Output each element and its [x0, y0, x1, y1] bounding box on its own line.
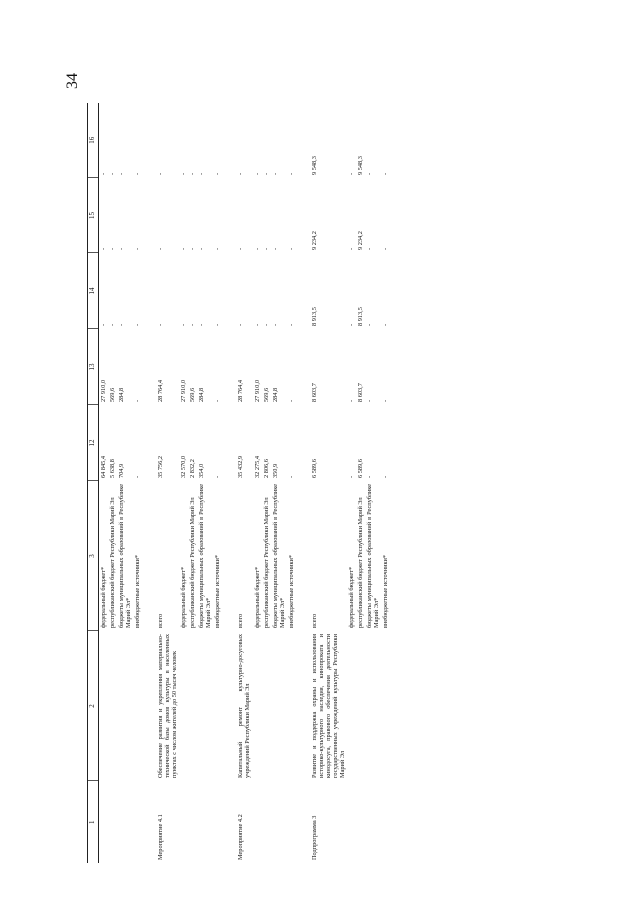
value-col-13: 28 764,4 — [237, 379, 245, 402]
value-col-16: - — [134, 172, 142, 175]
value-col-15: - — [99, 247, 107, 250]
row-code-cell — [381, 781, 390, 863]
value-col-16: - — [237, 172, 245, 175]
value-col-15: - — [180, 247, 188, 250]
row-source-cell: федеральный бюджет* — [180, 566, 188, 628]
spacer-cell — [222, 103, 236, 863]
table-row — [356, 103, 365, 863]
row-code-cell — [197, 781, 213, 863]
table-row — [117, 103, 133, 863]
value-col-14: - — [99, 323, 107, 326]
value-col-16: - — [99, 172, 107, 175]
row-code-cell — [133, 781, 142, 863]
value-col-15: - — [253, 247, 261, 250]
row-source-cell: внебюджетные источники* — [214, 554, 222, 628]
value-col-15: - — [262, 247, 270, 250]
value-col-13: 569,6 — [262, 387, 270, 402]
value-col-12: 6 589,6 — [310, 459, 318, 478]
row-name-cell — [253, 631, 262, 781]
row-name-cell — [356, 631, 365, 781]
row-source-cell: всего — [157, 613, 165, 628]
value-col-14: - — [108, 323, 116, 326]
value-col-16: 9 548,3 — [357, 156, 365, 175]
value-col-15: - — [287, 247, 295, 250]
value-col-14: - — [366, 323, 374, 326]
value-col-15: 9 234,2 — [357, 231, 365, 250]
value-col-16: - — [189, 172, 197, 175]
row-source-cell: всего — [310, 613, 318, 628]
value-col-13: - — [382, 399, 390, 402]
value-col-16: - — [117, 172, 125, 175]
row-code-cell — [179, 781, 188, 863]
row-code-cell — [117, 781, 133, 863]
value-col-12: - — [382, 475, 390, 478]
table-row — [271, 103, 287, 863]
value-col-16: - — [366, 172, 374, 175]
value-col-12: 32 570,0 — [180, 455, 188, 478]
value-col-12: 350,9 — [271, 463, 279, 478]
value-col-13: 284,8 — [117, 387, 125, 402]
value-col-12: 6 589,6 — [357, 459, 365, 478]
row-code-cell: Мероприятие 4.1 — [157, 814, 165, 860]
row-source-cell: бюджеты муниципальных образований в Республике Марий Эл* — [366, 484, 381, 628]
value-col-12: - — [348, 475, 355, 478]
value-col-15: - — [237, 247, 245, 250]
value-col-15: - — [382, 247, 390, 250]
value-col-16: - — [287, 172, 295, 175]
value-col-12: 5 638,8 — [108, 459, 116, 478]
row-source-cell: федеральный бюджет* — [253, 566, 261, 628]
col-header-12: 12 — [88, 405, 99, 481]
value-col-14: - — [237, 323, 245, 326]
row-source-cell: федеральный бюджет* — [348, 566, 355, 628]
value-col-12: - — [214, 475, 222, 478]
value-col-14: - — [287, 323, 295, 326]
value-col-14: - — [198, 323, 206, 326]
table-row — [213, 103, 222, 863]
table-row — [253, 103, 262, 863]
row-name-cell — [381, 631, 390, 781]
table-row — [347, 103, 356, 863]
value-col-14: - — [262, 323, 270, 326]
value-col-16: - — [180, 172, 188, 175]
row-code-cell — [253, 781, 262, 863]
budget-table — [87, 103, 390, 863]
value-col-15: - — [134, 247, 142, 250]
row-code-cell: Подпрограмма 3 — [310, 815, 318, 860]
value-col-13: 284,8 — [198, 387, 206, 402]
value-col-14: - — [157, 323, 165, 326]
value-col-13: 8 603,7 — [310, 383, 318, 402]
value-col-13: - — [287, 399, 295, 402]
value-col-16: - — [198, 172, 206, 175]
row-name-cell: Развитие и поддержка охраны и использования историко-культурного наследия, кинопроката и кинодосуга, правового обеспечения деятельности государственных учреждений культуры Республики Марий Эл — [310, 634, 346, 778]
col-header-16: 16 — [88, 103, 99, 178]
row-name-cell: Капитальный ремонт культурно-досуговых учреждений Республики Марий Эл — [237, 634, 252, 778]
value-col-14: 8 913,5 — [310, 307, 318, 326]
row-source-cell: республиканский бюджет Республики Марий Эл — [189, 497, 197, 628]
col-header-1: 1 — [88, 781, 99, 863]
row-name-cell — [271, 631, 287, 781]
value-col-12: 32 275,4 — [253, 455, 261, 478]
value-col-16: - — [253, 172, 261, 175]
row-source-cell: бюджеты муниципальных образований в Республике Марий Эл* — [271, 484, 286, 628]
value-col-12: - — [366, 475, 374, 478]
value-col-13: 27 910,0 — [99, 379, 107, 402]
row-code-cell — [108, 781, 117, 863]
col-header-13: 13 — [88, 329, 99, 405]
value-col-14: - — [189, 323, 197, 326]
row-source-cell: внебюджетные источники* — [382, 554, 390, 628]
value-col-14: - — [180, 323, 188, 326]
col-header-2: 2 — [88, 631, 99, 781]
row-code-cell — [347, 781, 356, 863]
row-name-cell — [117, 631, 133, 781]
value-col-15: - — [108, 247, 116, 250]
spacer-cell — [142, 103, 156, 863]
value-col-13: 569,6 — [108, 387, 116, 402]
value-col-13: 8 603,7 — [357, 383, 365, 402]
value-col-15: - — [117, 247, 125, 250]
table-body — [98, 103, 390, 863]
value-col-16: - — [214, 172, 222, 175]
row-source-cell: федеральный бюджет* — [99, 566, 107, 628]
table-row — [197, 103, 213, 863]
row-spacer — [142, 103, 156, 863]
row-name-cell — [179, 631, 188, 781]
value-col-13: - — [366, 399, 374, 402]
row-code-cell: Мероприятие 4.2 — [237, 814, 245, 860]
value-col-13: - — [134, 399, 142, 402]
page-number: 34 — [64, 73, 81, 89]
value-col-16: - — [271, 172, 279, 175]
row-source-cell: внебюджетные источники* — [287, 554, 295, 628]
table-row — [156, 103, 179, 863]
value-col-14: - — [117, 323, 125, 326]
table-row — [287, 103, 296, 863]
row-source-cell: внебюджетные источники* — [134, 554, 142, 628]
row-name-cell — [262, 631, 271, 781]
table-row — [365, 103, 381, 863]
row-name-cell — [98, 631, 108, 781]
col-header-14: 14 — [88, 253, 99, 329]
col-header-15: 15 — [88, 178, 99, 253]
value-col-16: - — [348, 172, 355, 175]
value-col-15: - — [271, 247, 279, 250]
value-col-15: 9 234,2 — [310, 231, 318, 250]
value-col-14: - — [382, 323, 390, 326]
value-col-12: 64 845,4 — [99, 455, 107, 478]
table-row — [236, 103, 252, 863]
table-row — [133, 103, 142, 863]
row-source-cell: республиканский бюджет Республики Марий Эл — [357, 497, 365, 628]
value-col-14: - — [271, 323, 279, 326]
table-row — [179, 103, 188, 863]
value-col-13: 284,8 — [271, 387, 279, 402]
table-row — [262, 103, 271, 863]
row-code-cell — [365, 781, 381, 863]
value-col-13: 569,6 — [189, 387, 197, 402]
value-col-12: 354,0 — [198, 463, 206, 478]
table-row — [98, 103, 108, 863]
spacer-cell — [296, 103, 310, 863]
value-col-14: - — [253, 323, 261, 326]
value-col-13: 27 910,0 — [253, 379, 261, 402]
value-col-13: 27 910,0 — [180, 379, 188, 402]
row-source-cell: всего — [237, 613, 245, 628]
row-code-cell — [356, 781, 365, 863]
row-name-cell — [213, 631, 222, 781]
value-col-12: - — [134, 475, 142, 478]
row-spacer — [222, 103, 236, 863]
row-name-cell — [347, 631, 356, 781]
value-col-12: 35 756,2 — [157, 455, 165, 478]
value-col-16: 9 548,3 — [310, 156, 318, 175]
rotated-page — [87, 103, 547, 863]
row-source-cell: республиканский бюджет Республики Марий Эл — [108, 497, 116, 628]
table-row — [381, 103, 390, 863]
value-col-15: - — [157, 247, 165, 250]
value-col-14: 8 913,5 — [357, 307, 365, 326]
value-col-16: - — [108, 172, 116, 175]
value-col-16: - — [157, 172, 165, 175]
table-row — [310, 103, 347, 863]
value-col-16: - — [262, 172, 270, 175]
col-header-3: 3 — [88, 481, 99, 631]
row-name-cell — [133, 631, 142, 781]
value-col-15: - — [189, 247, 197, 250]
row-name-cell — [365, 631, 381, 781]
row-code-cell — [213, 781, 222, 863]
value-col-12: 2 832,2 — [189, 459, 197, 478]
value-col-13: 28 764,4 — [157, 379, 165, 402]
row-code-cell — [271, 781, 287, 863]
value-col-13: - — [348, 399, 355, 402]
value-col-14: - — [134, 323, 142, 326]
value-col-12: 35 432,9 — [237, 455, 245, 478]
row-name-cell: Обеспечение развития и укрепления материально-технической базы домов культуры в населенных пунктах с числом жителей до 50 тысяч человек — [157, 634, 179, 778]
row-source-cell: бюджеты муниципальных образований в Республике Марий Эл* — [198, 484, 213, 628]
row-code-cell — [188, 781, 197, 863]
row-name-cell — [108, 631, 117, 781]
value-col-14: - — [214, 323, 222, 326]
value-col-13: - — [214, 399, 222, 402]
value-col-14: - — [348, 323, 355, 326]
row-name-cell — [287, 631, 296, 781]
value-col-12: - — [287, 475, 295, 478]
value-col-15: - — [198, 247, 206, 250]
table-row — [188, 103, 197, 863]
value-col-12: 2 806,6 — [262, 459, 270, 478]
row-name-cell — [197, 631, 213, 781]
row-source-cell: бюджеты муниципальных образований в Республике Марий Эл* — [117, 484, 132, 628]
row-code-cell — [98, 781, 108, 863]
table-row — [108, 103, 117, 863]
row-source-cell: республиканский бюджет Республики Марий Эл — [262, 497, 270, 628]
value-col-15: - — [348, 247, 355, 250]
value-col-12: 704,9 — [117, 463, 125, 478]
header-row — [88, 103, 99, 863]
row-spacer — [296, 103, 310, 863]
row-code-cell — [262, 781, 271, 863]
value-col-15: - — [214, 247, 222, 250]
row-code-cell — [287, 781, 296, 863]
row-name-cell — [188, 631, 197, 781]
value-col-16: - — [382, 172, 390, 175]
value-col-15: - — [366, 247, 374, 250]
